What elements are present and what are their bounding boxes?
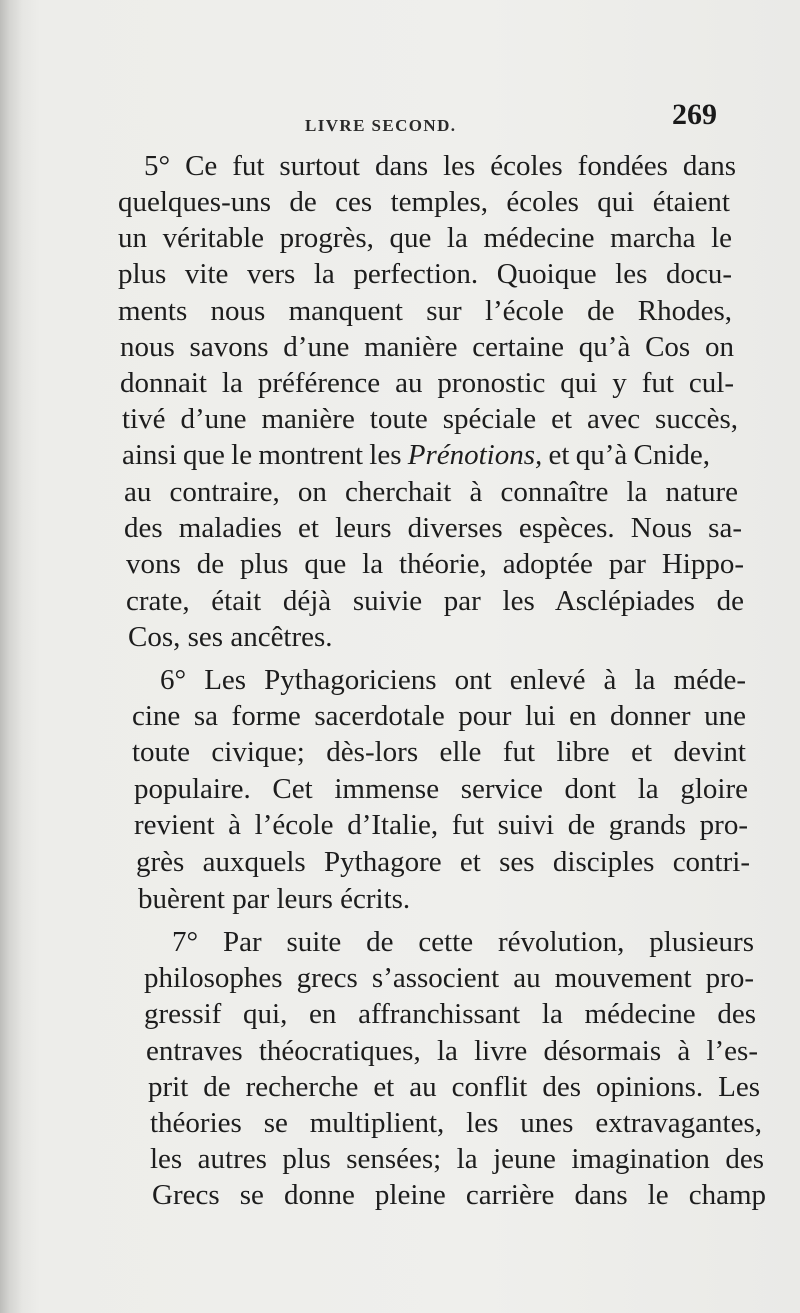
text-line: 7° Par suite de cette révolution, plusieurs [172, 926, 754, 958]
text-line: cine sa forme sacerdotale pour lui en donner une [132, 700, 746, 732]
text-line: vons de plus que la théorie, adoptée par Hippo- [126, 548, 744, 580]
text-line: ments nous manquent sur l’école de Rhodes, [118, 295, 732, 327]
text-line: plus vite vers la perfection. Quoique les docu- [118, 258, 732, 290]
text-line: 6° Les Pythagoriciens ont enlevé à la méde- [160, 664, 746, 696]
text-line: 5° Ce fut surtout dans les écoles fondées dans [144, 150, 736, 182]
text-line: grès auxquels Pythagore et ses disciples contri- [136, 846, 750, 878]
text-line: nous savons d’une manière certaine qu’à Cos on [120, 331, 734, 363]
text-line: tivé d’une manière toute spéciale et avec succès, [122, 403, 738, 435]
text-line: philosophes grecs s’associent au mouvement pro- [144, 962, 754, 994]
text-line: buèrent par leurs écrits. [138, 883, 411, 915]
text-line: toute civique; dès-lors elle fut libre et devint [132, 736, 746, 768]
text-line: théories se multiplient, les unes extravagantes, [150, 1107, 762, 1139]
text-line: ainsi que le montrent les Prénotions, et qu’à Cnide, [122, 439, 711, 471]
text-line: des maladies et leurs diverses espèces. Nous sa- [124, 512, 742, 544]
text-line: au contraire, on cherchait à connaître la nature [124, 476, 738, 508]
text-line: gressif qui, en affranchissant la médecine des [144, 998, 756, 1030]
text-line: Cos, ses ancêtres. [128, 621, 333, 653]
text-line: donnait la préférence au pronostic qui y fut cul- [120, 367, 734, 399]
running-head: LIVRE SECOND. [305, 116, 457, 135]
text-line: les autres plus sensées; la jeune imagination des [150, 1143, 764, 1175]
text-line: revient à l’école d’Italie, fut suivi de grands pro- [134, 809, 748, 841]
text-line: quelques-uns de ces temples, écoles qui étaient [118, 186, 730, 218]
text-line: crate, était déjà suivie par les Asclépiades de [126, 585, 744, 617]
text-line: prit de recherche et au conflit des opinions. Les [148, 1071, 760, 1103]
text-line: un véritable progrès, que la médecine marcha le [118, 222, 732, 254]
italic-title: Prénotions, [407, 439, 543, 471]
text-line: Grecs se donne pleine carrière dans le champ [152, 1179, 766, 1211]
page-number: 269 [672, 98, 717, 131]
text-line: populaire. Cet immense service dont la gloire [134, 773, 748, 805]
text-line: entraves théocratiques, la livre désormais à l’es- [146, 1035, 758, 1067]
